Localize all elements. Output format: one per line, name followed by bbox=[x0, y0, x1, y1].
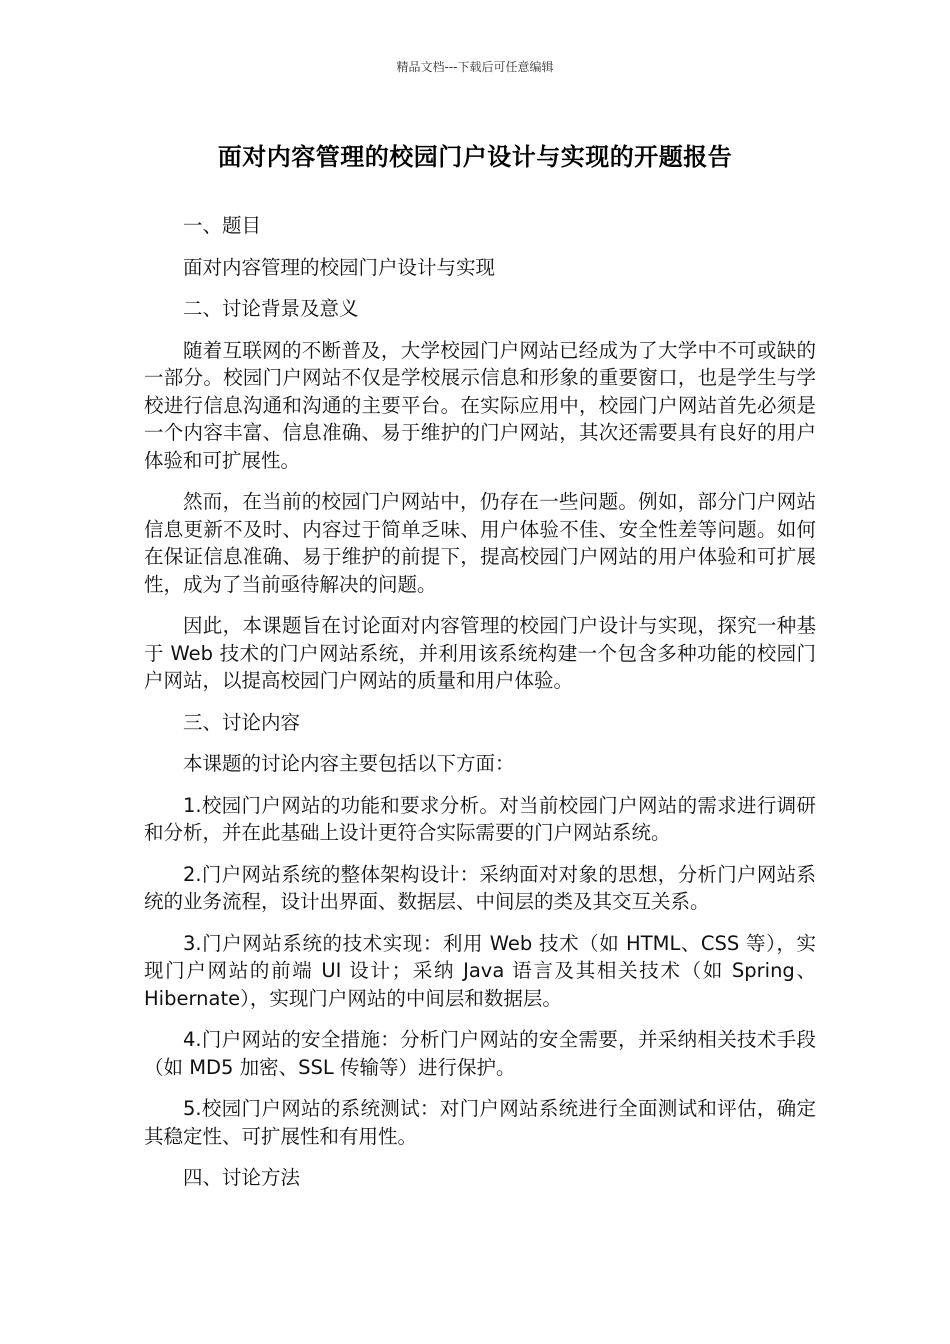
document-body bbox=[144, 212, 816, 1206]
list-item-1: 1.校园门户网站的功能和要求分析。对当前校园门户网站的需求进行调研和分析，并在此基础上设计更符合实际需要的门户网站系统。 bbox=[144, 793, 816, 844]
paragraph-background-2: 然而，在当前的校园门户网站中，仍存在一些问题。例如，部分门户网站信息更新不及时、内容过于简单乏味、用户体验不佳、安全性差等问题。如何在保证信息准确、易于维护的前提下，提高校园门户网站的用户体验和可扩展性，成为了当前亟待解决的问题。 bbox=[144, 490, 816, 596]
document-title: 面对内容管理的校园门户设计与实现的开题报告 bbox=[217, 143, 733, 171]
page-header-watermark: 精品文档---下载后可任意编辑 bbox=[396, 60, 554, 74]
list-item-4: 4.门户网站的安全措施：分析门户网站的安全需要，并采纳相关技术手段（如 MD5 加密、SSL 传输等）进行保护。 bbox=[144, 1028, 816, 1079]
list-item-5: 5.校园门户网站的系统测试：对门户网站系统进行全面测试和评估，确定其稳定性、可扩展性和有用性。 bbox=[144, 1097, 816, 1148]
list-item-3: 3.门户网站系统的技术实现：利用 Web 技术（如 HTML、CSS 等），实现门户网站的前端 UI 设计；采纳 Java 语言及其相关技术（如 Spring、Hibernate），实现门户网站的中间层和数据层。 bbox=[144, 931, 816, 1010]
section-heading-topic: 一、题目 bbox=[183, 214, 262, 237]
list-item-2: 2.门户网站系统的整体架构设计：采纳面对对象的思想，分析门户网站系统的业务流程，设计出界面、数据层、中间层的类及其交互关系。 bbox=[144, 862, 816, 913]
paragraph-content-intro: 本课题的讨论内容主要包括以下方面： bbox=[183, 752, 515, 775]
topic-text: 面对内容管理的校园门户设计与实现 bbox=[183, 255, 496, 279]
section-heading-content: 三、讨论内容 bbox=[183, 710, 301, 734]
section-heading-method: 四、讨论方法 bbox=[183, 1166, 301, 1189]
section-heading-background: 二、讨论背景及意义 bbox=[183, 297, 359, 320]
paragraph-background-3: 因此，本课题旨在讨论面对内容管理的校园门户设计与实现，探究一种基于 Web 技术的门户网站系统，并利用该系统构建一个包含多种功能的校园门户网站，以提高校园门户网站的质量和用户体验。 bbox=[144, 614, 816, 692]
paragraph-background-1: 随着互联网的不断普及，大学校园门户网站已经成为了大学中不可或缺的一部分。校园门户网站不仅是学校展示信息和形象的重要窗口，也是学生与学校进行信息沟通和沟通的主要平台。在实际应用中，校园门户网站首先必须是一个内容丰富、信息准确、易于维护的门户网站，其次还需要具有良好的用户体验和可扩展性。 bbox=[144, 338, 816, 472]
